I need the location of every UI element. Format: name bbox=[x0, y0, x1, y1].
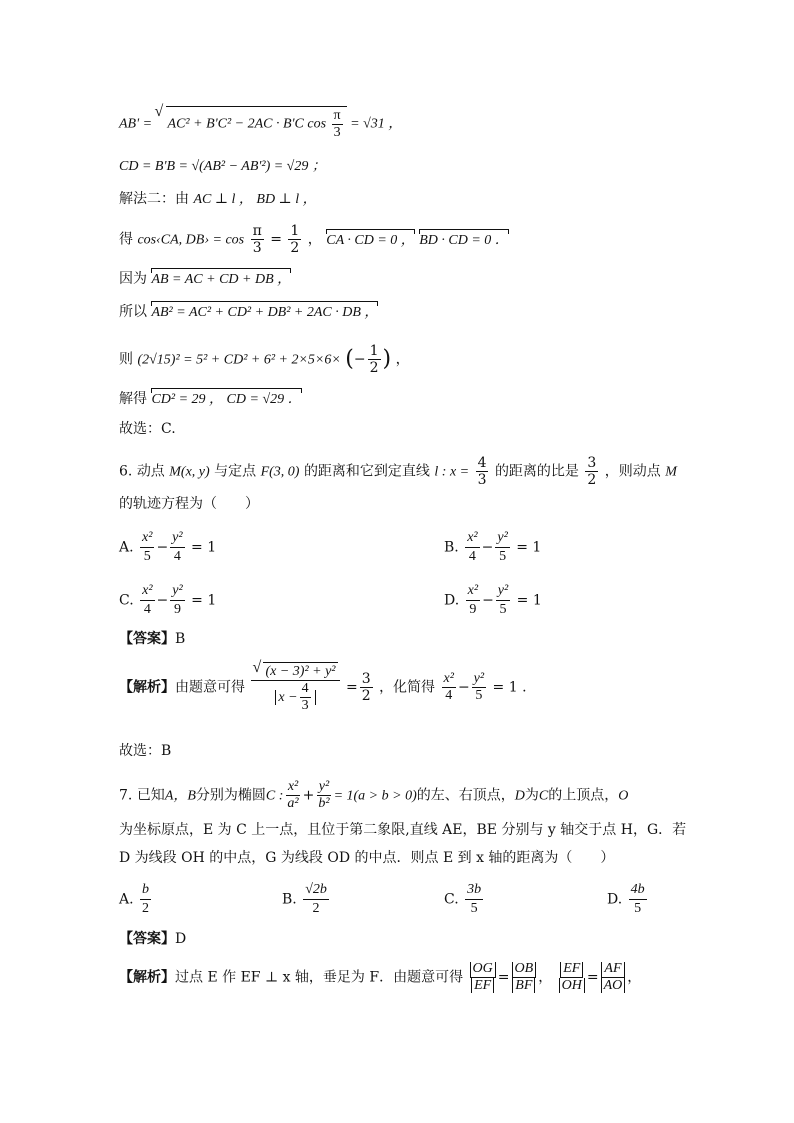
option-rhs: = 1 bbox=[516, 539, 542, 556]
q7-answer bbox=[119, 932, 186, 946]
ratio-af-ao: $\frac{AF}{AO}$ bbox=[601, 962, 626, 993]
choose-b: 故选：B bbox=[119, 743, 172, 759]
option-label: D. bbox=[607, 891, 623, 908]
question-6-stem-2: 的轨迹方程为（ ） bbox=[119, 496, 259, 512]
option-frac-y: $\frac{\text{y²}}{9}$ bbox=[172, 583, 183, 617]
because-label: 因为 bbox=[119, 271, 147, 287]
q6-text-a: 动点 bbox=[136, 463, 165, 480]
q7-curve-c: C bbox=[538, 788, 549, 804]
q6-focus: F(3, 0) bbox=[260, 464, 300, 480]
cos-step-line bbox=[119, 224, 509, 255]
equals-1: = bbox=[497, 969, 510, 986]
option-frac-x: $\frac{\text{x²}}{4}$ bbox=[467, 530, 478, 564]
analysis-label: 【解析】 bbox=[119, 679, 175, 696]
cd-equation: CD = B'B = √(AB² − AB'²) = √29 ； bbox=[119, 159, 326, 174]
question-7-stem: 7. 已知A，B分别为椭圆C : $\frac{\text{x²}}{\text{a²}}$ + $\frac{\text{y²}}{\text{b²}}$ = 1(a > b > 0)的左、右顶点，D为C的上顶点，O bbox=[119, 779, 629, 811]
ca-dot-cd: CA · CD = 0 ， bbox=[326, 232, 415, 248]
q7-ellipse-label: C : bbox=[265, 788, 284, 804]
analysis-frac-y: $\frac{\text{y²}}{5}$ bbox=[473, 671, 485, 703]
solution-ab-prime-line bbox=[119, 106, 402, 140]
bd-dot-cd: BD · CD = 0 ． bbox=[419, 232, 509, 248]
pi-over-3-b: $\frac{\pi}{3}$ bbox=[252, 223, 262, 256]
q6-point-label: M bbox=[665, 464, 677, 480]
question-6-number: 6. bbox=[119, 463, 133, 480]
q6-text-e: ，则动点 bbox=[604, 463, 661, 480]
q6-analysis: 【解析】由题意可得 √ (x − 3)² + y² x − $\frac{4}{3}$ = $\frac{3}{2}$ ，化简得 $\frac{\text{x²}}{4}$ − $\frac{\text{y²}}{5}$ = 1 . bbox=[119, 662, 527, 713]
then-label: 则 bbox=[119, 351, 133, 368]
ratio-og-ef: $\frac{OG}{EF}$ bbox=[470, 962, 496, 993]
option-label: D. bbox=[444, 592, 460, 609]
analysis-rhs: = 1 . bbox=[492, 679, 527, 696]
q7-point-o: O bbox=[618, 788, 629, 804]
q7-text-b: 分别为椭圆 bbox=[195, 787, 266, 804]
choose-c: 故选：C. bbox=[119, 421, 176, 437]
neg-one-half: $\frac{1}{2}$ bbox=[369, 343, 379, 376]
option-label: A. bbox=[119, 539, 134, 556]
q7-frac-x: $\frac{\text{x²}}{\text{a²}}$ bbox=[287, 779, 299, 811]
option-label: B. bbox=[444, 539, 459, 556]
option-label: B. bbox=[282, 891, 297, 908]
option-fraction: $\frac{4b}{5}$ bbox=[630, 882, 645, 916]
q7-text-a: 已知 bbox=[136, 787, 165, 804]
cos-vector-angle: cos‹CA, DB› = cos bbox=[137, 232, 245, 248]
q6-option-d[interactable]: D. $\frac{\text{x²}}{9}$ − $\frac{\text{y²}}{5}$ = 1 bbox=[444, 583, 542, 617]
q6-option-c[interactable]: C. $\frac{\text{x²}}{4}$ − $\frac{\text{y²}}{9}$ = 1 bbox=[119, 583, 217, 617]
therefore-line bbox=[119, 305, 378, 320]
ab-prime-radicand: AC² + B'C² − 2AC · B'C cos bbox=[167, 116, 327, 132]
because-line bbox=[119, 272, 291, 287]
pi-over-3: $\frac{\pi}{3}$ bbox=[333, 108, 341, 140]
q7-analysis bbox=[119, 962, 641, 993]
q7-points-ab: A，B bbox=[164, 788, 196, 804]
option-rhs: = 1 bbox=[191, 539, 217, 556]
option-frac-x: $\frac{\text{x²}}{4}$ bbox=[142, 583, 153, 617]
q7-text-e: 为 bbox=[524, 787, 539, 804]
question-7-stem-2: 为坐标原点，E 为 C 上一点，且位于第二象限,直线 AE，BE 分别与 y 轴交于点 H，G．若 bbox=[119, 822, 687, 838]
option-label: C. bbox=[444, 891, 459, 908]
method-two-condition: AC ⊥ l ， BD ⊥ l ， bbox=[193, 192, 317, 207]
open-paren: ( bbox=[345, 346, 354, 372]
q6-answer bbox=[119, 632, 185, 646]
three-halves: $\frac{3}{2}$ bbox=[587, 455, 597, 488]
q7-frac-y: $\frac{\text{y²}}{\text{b²}}$ bbox=[318, 779, 330, 811]
option-frac-y: $\frac{\text{y²}}{5}$ bbox=[497, 583, 509, 617]
question-6-stem bbox=[119, 456, 677, 487]
q6-text-b: 与定点 bbox=[214, 463, 257, 480]
option-fraction: $\frac{3b}{5}$ bbox=[467, 882, 482, 916]
answer-label: 【答案】 bbox=[119, 631, 175, 647]
vector-square-expr: AB² = AC² + CD² + DB² + 2AC · DB ， bbox=[151, 305, 379, 320]
ab-prime-radical bbox=[166, 106, 347, 140]
analysis-denominator: x − $\frac{4}{3}$ bbox=[275, 690, 315, 705]
equals-2: = bbox=[586, 969, 599, 986]
q7-option-b[interactable] bbox=[282, 882, 331, 917]
then-comma: ， bbox=[395, 351, 410, 368]
close-paren: ) bbox=[382, 346, 392, 372]
q7-ellipse-condition: = 1(a > b > 0) bbox=[333, 788, 417, 804]
q7-option-a[interactable] bbox=[119, 882, 153, 917]
analysis-simplify: ，化简得 bbox=[379, 679, 436, 696]
four-thirds: $\frac{4}{3}$ bbox=[477, 455, 487, 488]
question-7-stem-3: D 为线段 OH 的中点，G 为线段 OD 的中点．则点 E 到 x 轴的距离为（ ） bbox=[119, 850, 615, 866]
option-rhs: = 1 bbox=[516, 592, 542, 609]
q7-option-d[interactable] bbox=[607, 882, 649, 917]
neg-sign: − bbox=[353, 351, 366, 368]
answer-label: 【答案】 bbox=[119, 931, 175, 947]
q7-option-c[interactable] bbox=[444, 882, 485, 917]
cos-comma: ， bbox=[307, 231, 322, 248]
q6-option-a[interactable]: A. $\frac{\text{x²}}{5}$ − $\frac{\text{y²}}{4}$ = 1 bbox=[119, 530, 217, 564]
comma-1: ， bbox=[538, 969, 553, 986]
q7-text-c: 的左、右顶点， bbox=[416, 787, 515, 804]
comma-2: ， bbox=[627, 969, 642, 986]
ratio-ob-bf: $\frac{OB}{BF}$ bbox=[512, 962, 537, 993]
option-frac-x: $\frac{\text{x²}}{5}$ bbox=[142, 530, 153, 564]
method-two-label: 解法二：由 bbox=[119, 191, 189, 207]
analysis-label: 【解析】 bbox=[119, 969, 175, 986]
q6-text-c: 的距离和它到定直线 bbox=[303, 463, 430, 480]
option-frac-y: $\frac{\text{y²}}{4}$ bbox=[172, 530, 183, 564]
analysis-frac-x: $\frac{\text{x²}}{4}$ bbox=[443, 671, 454, 703]
solve-label: 解得 bbox=[119, 391, 147, 407]
option-fraction: $\frac{√2b}{2}$ bbox=[305, 882, 327, 916]
therefore-label: 所以 bbox=[119, 304, 147, 320]
option-fraction: $\frac{b}{2}$ bbox=[142, 882, 150, 916]
analysis-text: 由题意可得 bbox=[175, 679, 245, 696]
q6-option-b[interactable]: B. $\frac{\text{x²}}{4}$ − $\frac{\text{y²}}{5}$ = 1 bbox=[444, 530, 542, 564]
solution-cd-line bbox=[119, 160, 326, 174]
answer-value: B bbox=[175, 631, 186, 647]
method-two-line bbox=[119, 192, 317, 207]
cos-equals: = bbox=[270, 231, 282, 248]
analysis-numerator: √ (x − 3)² + y² bbox=[263, 662, 337, 679]
q6-point-m: M(x, y) bbox=[169, 464, 210, 480]
vector-sum-expr: AB = AC + CD + DB ， bbox=[151, 272, 292, 287]
q7-point-d: D bbox=[514, 788, 525, 804]
ab-prime-rhs: = √31 ， bbox=[350, 116, 403, 132]
option-rhs: = 1 bbox=[191, 592, 217, 609]
analysis-text: 过点 E 作 EF ⊥ x 轴，垂足为 F．由题意可得 bbox=[175, 969, 464, 986]
q6-text-d: 的距离的比是 bbox=[494, 463, 579, 480]
solve-line bbox=[119, 392, 302, 407]
option-label: A. bbox=[119, 891, 134, 908]
solve-expression: CD² = 29 ， CD = √29 ． bbox=[151, 392, 302, 407]
option-frac-y: $\frac{\text{y²}}{5}$ bbox=[497, 530, 508, 564]
analysis-three-halves: $\frac{3}{2}$ bbox=[361, 671, 371, 704]
option-label: C. bbox=[119, 592, 134, 609]
option-frac-x: $\frac{\text{x²}}{9}$ bbox=[467, 583, 479, 617]
analysis-big-fraction bbox=[251, 662, 339, 713]
ab-prime-lhs: AB' = bbox=[119, 116, 153, 132]
question-7-number: 7. bbox=[119, 787, 133, 804]
q6-directrix: l : x = bbox=[434, 464, 470, 480]
then-line bbox=[119, 344, 410, 375]
q7-text-g: 的上顶点， bbox=[548, 787, 619, 804]
cos-step-label: 得 bbox=[119, 231, 133, 248]
one-half: $\frac{1}{2}$ bbox=[290, 223, 300, 256]
ratio-ef-oh: $\frac{EF}{OH}$ bbox=[559, 962, 585, 993]
then-expression: (2√15)² = 5² + CD² + 6² + 2×5×6× bbox=[137, 352, 341, 368]
answer-value: D bbox=[175, 931, 187, 947]
